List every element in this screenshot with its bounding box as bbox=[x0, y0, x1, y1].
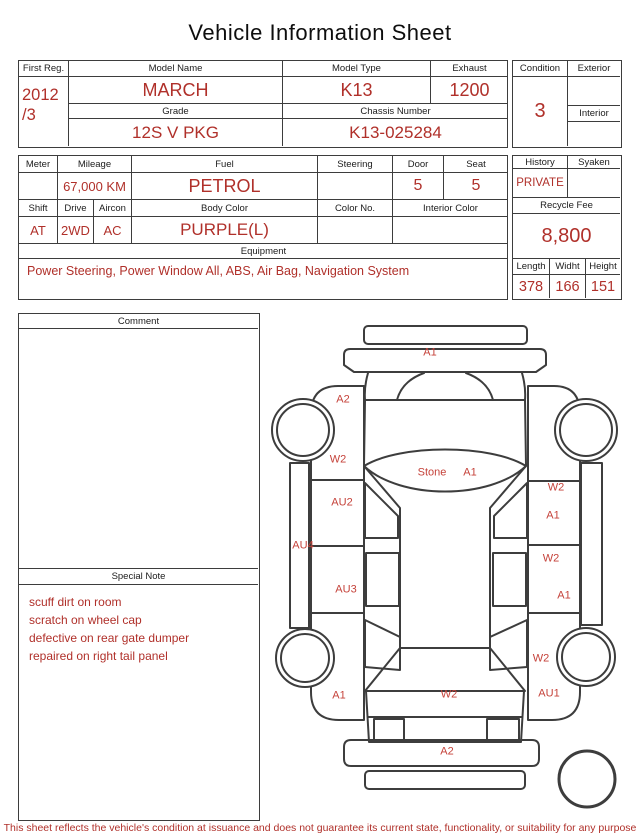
height-label: Height bbox=[586, 259, 620, 275]
interior-color-value bbox=[393, 217, 508, 244]
damage-label-au1: AU1 bbox=[538, 687, 560, 700]
spec-table bbox=[18, 155, 508, 300]
page-title: Vehicle Information Sheet bbox=[188, 20, 452, 45]
condition-value: 3 bbox=[513, 77, 568, 146]
disclaimer-text: This sheet reflects the vehicle's condition at issuance and does not guarantee its current state, functionality, or suitability for any purpose bbox=[3, 822, 637, 834]
mileage-value: 67,000 KM bbox=[58, 173, 132, 200]
syaken-value bbox=[568, 169, 620, 198]
condition-table bbox=[512, 60, 622, 148]
damage-label-w2: W2 bbox=[542, 552, 560, 565]
damage-label-stone: Stone bbox=[417, 466, 447, 479]
front-plate-bar-shape bbox=[364, 326, 527, 344]
chassis-number-value: K13-025284 bbox=[349, 122, 442, 142]
right-tail-lamp-shape bbox=[487, 719, 519, 740]
model-name-label: Model Name bbox=[69, 61, 283, 77]
right-sill-shape bbox=[581, 463, 602, 625]
grade-label: Grade bbox=[69, 104, 283, 119]
right-front-quarter-glass bbox=[494, 483, 527, 538]
first-reg-month: /3 bbox=[22, 106, 36, 124]
damage-label-w2: W2 bbox=[547, 481, 565, 494]
roof-sides bbox=[364, 466, 526, 648]
exhaust-value: 1200 bbox=[431, 77, 508, 104]
steering-label: Steering bbox=[318, 156, 393, 173]
rear-plate-bar-shape bbox=[365, 771, 525, 789]
body-color-label: Body Color bbox=[132, 200, 318, 217]
door-label: Door bbox=[393, 156, 444, 173]
special-note-line: scuff dirt on room bbox=[29, 595, 122, 609]
damage-diagram bbox=[270, 305, 640, 820]
left-rear-quarter-glass bbox=[365, 620, 400, 670]
seat-value: 5 bbox=[444, 173, 508, 200]
first-reg-year: 2012 bbox=[22, 86, 59, 104]
left-tail-lamp-shape bbox=[374, 719, 404, 740]
special-note-lines bbox=[19, 585, 258, 819]
comment-box bbox=[18, 313, 260, 821]
drive-value: 2WD bbox=[58, 217, 94, 244]
comment-label: Comment bbox=[19, 314, 258, 329]
damage-label-a1: A1 bbox=[463, 466, 477, 479]
equipment-label: Equipment bbox=[19, 244, 508, 259]
front-bumper-shape bbox=[344, 346, 546, 372]
length-value: 378 bbox=[513, 275, 550, 298]
right-rear-quarter-glass bbox=[490, 620, 527, 670]
comment-value bbox=[19, 329, 258, 568]
width-value: 166 bbox=[550, 275, 586, 298]
exhaust-label: Exhaust bbox=[431, 61, 508, 77]
color-no-label: Color No. bbox=[318, 200, 393, 217]
damage-label-au4: AU4 bbox=[292, 539, 314, 552]
damage-label-a1: A1 bbox=[332, 689, 346, 702]
interior-value bbox=[568, 122, 620, 146]
mileage-label: Mileage bbox=[58, 156, 132, 173]
damage-label-au3: AU3 bbox=[335, 583, 357, 596]
model-name-value: MARCH bbox=[69, 77, 283, 104]
seat-label: Seat bbox=[444, 156, 508, 173]
fuel-label: Fuel bbox=[132, 156, 318, 173]
damage-label-w2: W2 bbox=[329, 453, 347, 466]
right-door-glass bbox=[493, 553, 526, 606]
height-value: 151 bbox=[590, 278, 616, 295]
aircon-label: Aircon bbox=[94, 200, 132, 217]
steering-value bbox=[318, 173, 393, 200]
meter-label: Meter bbox=[19, 156, 58, 173]
aircon-value: AC bbox=[94, 217, 132, 244]
special-note-line: repaired on right tail panel bbox=[29, 649, 168, 663]
left-headlight-arc bbox=[397, 373, 424, 400]
special-note-label: Special Note bbox=[19, 568, 258, 585]
first-reg-label: First Reg. bbox=[19, 61, 69, 77]
damage-label-w2: W2 bbox=[532, 652, 550, 665]
interior-color-label: Interior Color bbox=[393, 200, 508, 217]
interior-label: Interior bbox=[568, 106, 620, 122]
exterior-value bbox=[568, 77, 620, 106]
shift-label: Shift bbox=[19, 200, 58, 217]
drive-label: Drive bbox=[58, 200, 94, 217]
special-note-line: defective on rear gate dumper bbox=[29, 631, 190, 645]
model-type-label: Model Type bbox=[283, 61, 431, 77]
syaken-label: Syaken bbox=[568, 156, 620, 169]
left-front-quarter-glass bbox=[365, 483, 398, 538]
hood-shape bbox=[365, 373, 525, 400]
width-label: Widht bbox=[550, 259, 586, 275]
body-color-value: PURPLE(L) bbox=[132, 217, 318, 244]
first-reg-value bbox=[19, 77, 69, 146]
fuel-value: PETROL bbox=[132, 173, 318, 200]
vehicle-table bbox=[18, 60, 508, 148]
history-value: PRIVATE bbox=[513, 169, 568, 198]
damage-label-a2: A2 bbox=[336, 393, 350, 406]
special-note-line: scratch on wheel cap bbox=[29, 613, 142, 627]
recycle-fee-label: Recycle Fee bbox=[513, 198, 620, 214]
status-table bbox=[512, 155, 622, 300]
chassis-number-label: Chassis Number bbox=[283, 104, 508, 119]
right-headlight-arc bbox=[466, 373, 493, 400]
spare-tire-shape bbox=[559, 751, 615, 807]
damage-label-au2: AU2 bbox=[331, 496, 353, 509]
car-outline-svg bbox=[270, 305, 640, 820]
shift-value: AT bbox=[19, 217, 58, 244]
history-label: History bbox=[513, 156, 568, 169]
left-door-glass bbox=[366, 553, 399, 606]
door-value: 5 bbox=[393, 173, 444, 200]
equipment-value: Power Steering, Power Window All, ABS, Air Bag, Navigation System bbox=[27, 264, 410, 278]
condition-label: Condition bbox=[513, 61, 568, 77]
length-label: Length bbox=[513, 259, 550, 275]
damage-label-a1: A1 bbox=[423, 346, 437, 359]
recycle-fee-value: 8,800 bbox=[513, 214, 620, 259]
exterior-label: Exterior bbox=[568, 61, 620, 77]
damage-label-w2: W2 bbox=[440, 688, 458, 701]
damage-label-a1: A1 bbox=[557, 589, 571, 602]
grade-value: 12S V PKG bbox=[69, 119, 283, 146]
color-no-value bbox=[318, 217, 393, 244]
damage-label-a2: A2 bbox=[440, 745, 454, 758]
meter-value bbox=[19, 173, 58, 200]
damage-label-a1: A1 bbox=[546, 509, 560, 522]
model-type-value: K13 bbox=[283, 77, 431, 104]
